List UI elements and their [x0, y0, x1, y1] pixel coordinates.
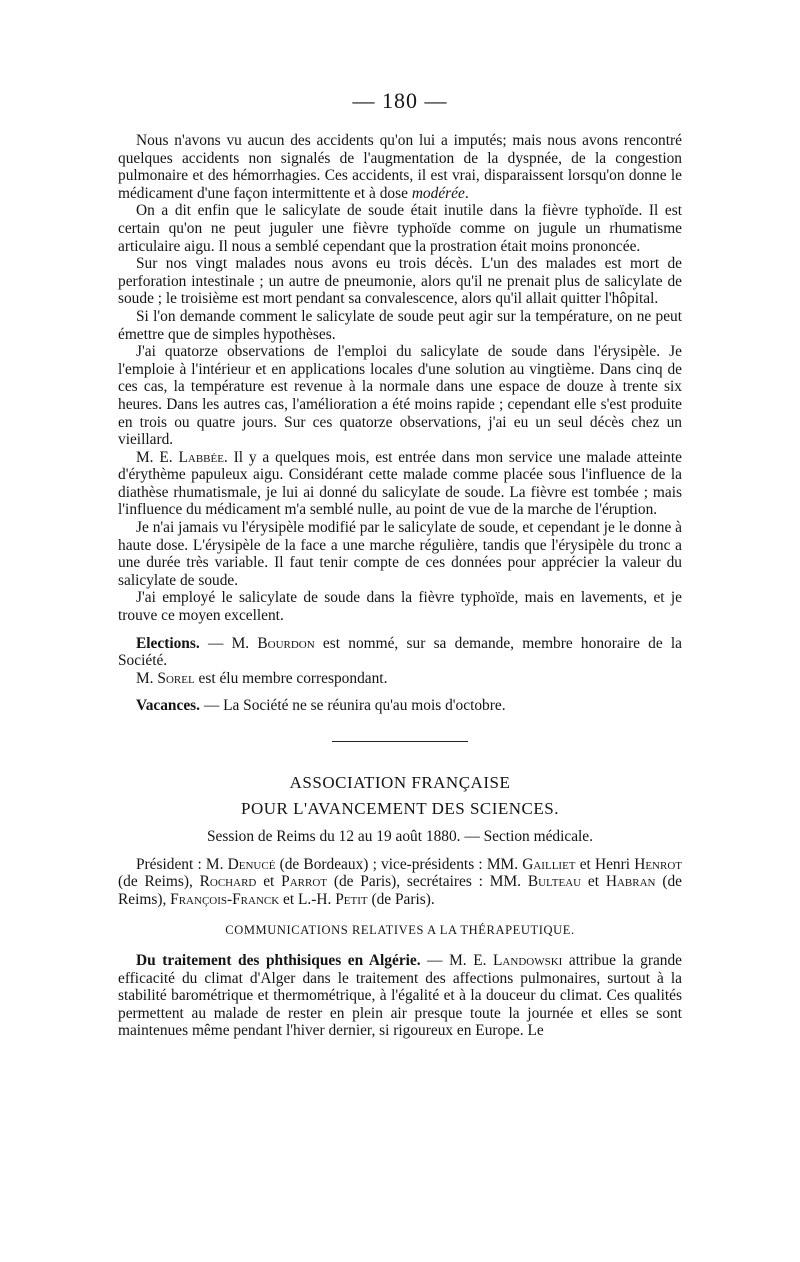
paragraph-haute-dose: Je n'ai jamais vu l'érysipèle modifié par le salicylate de soude, et cependant je le donne à haute dose. L'érysipèle de la face a une marche régulière, tandis que l'érysipèle du tronc a une durée très variable. Il faut tenir compte de ces données pour apprécier la valeur du salicylate de soude. [118, 519, 682, 589]
author-name: Landowski [493, 951, 563, 969]
paragraph-text: — M. E. [420, 951, 494, 969]
paragraph-accidents [118, 132, 682, 202]
officer-name: Habran [605, 873, 656, 891]
paragraph-text: et Henri [575, 855, 635, 873]
paragraph-text: M. [136, 669, 158, 687]
association-subtitle: POUR L'AVANCEMENT DES SCIENCES. [240, 799, 559, 818]
officer-name: François-Franck [170, 890, 280, 908]
paragraph-text: — La Société ne se réunira qu'au mois d'octobre. [199, 697, 506, 715]
session-line: Session de Reims du 12 au 19 août 1880. — Section médicale. [207, 828, 593, 845]
paragraph-labbee [118, 449, 682, 519]
spacer [118, 625, 682, 635]
paragraph-text: et [581, 873, 606, 891]
paragraph-text: (de Paris). [367, 890, 435, 908]
paragraph-text: et [256, 873, 282, 891]
paragraph-text: (de Reims), [118, 873, 682, 908]
article-heading: Du traitement des phthisiques en Algérie. [136, 951, 421, 969]
elections-paragraph-2 [118, 670, 682, 688]
paragraph-lavements: J'ai employé le salicylate de soude dans la fièvre typhoïde, mais en lavements, et je trouve ce moyen excellent. [118, 589, 682, 625]
elections-paragraph [118, 635, 682, 670]
paragraph-text: (de Reims), [118, 873, 200, 891]
spacer [118, 687, 682, 697]
member-name: Bourdon [257, 634, 315, 652]
page-number: — 180 — [352, 88, 448, 113]
paragraph-text: Nous n'avons vu aucun des accidents qu'on lui a imputés; mais nous avons rencontré quelques accidents non signalés de l'augmentation de la dyspnée, de la congestion pulmonaire et des hémorrhagies. Ces accidents, il est vrai, disparaissent lorsqu'on donne le médicament d'une façon intermittente et à dose [118, 132, 682, 202]
officer-name: L.-H. Petit [298, 890, 368, 908]
member-name: Sorel [157, 669, 195, 687]
paragraph-deaths: Sur nos vingt malades nous avons eu trois décès. L'un des malades est mort de perforation intestinale ; un autre de pneumonie, alors qu'il ne prenait plus de salicylate de soude ; le troisième est mort pendant sa convalescence, alors qu'il allait quitter l'hôpital. [118, 255, 682, 308]
vacances-heading: Vacances. [136, 697, 200, 715]
spacer [118, 846, 682, 856]
association-title: ASSOCIATION FRANÇAISE [289, 773, 511, 792]
vacances-paragraph [118, 697, 682, 715]
paragraph-text: attribue la grande efficacité du climat d'Alger dans le traitement des affections pulmonaires, surtout à la stabilité barométrique et thermométrique, à l'égalité et à la douceur du climat. Ces qualités permettent au malade de rester en plein air presque toute la journée et elles se sont maintenues même pendant l'hiver dernier, si rigoureux en Europe. Le [118, 951, 682, 1040]
italic-word: modérée [411, 184, 465, 202]
paragraph-typhoid: On a dit enfin que le salicylate de soude était inutile dans la fièvre typhoïde. Il est certain qu'on ne peut juguler une fièvre typhoïde comme on jugule un rhumatisme articulaire aigu. Il nous a semblé cependant que la prostration était moins prononcée. [118, 202, 682, 255]
section-divider [332, 741, 468, 742]
paragraph-text: . [464, 184, 469, 202]
officers-paragraph [118, 856, 682, 909]
officer-name: Henrot [634, 855, 682, 873]
communications-heading: COMMUNICATIONS RELATIVES A LA THÉRAPEUTIQUE. [225, 923, 575, 938]
paragraph-erysipelas: J'ai quatorze observations de l'emploi du salicylate de soude dans l'érysipèle. Je l'emploie à l'intérieur et en applications locales d'une solution au vingtième. Dans cinq de ces cas, la température est revenue à la normale dans une espace de douze à trente six heures. Dans les autres cas, l'amélioration a été moins rapide ; cependant elle s'est produite en trois ou quatre jours. Sur ces quatorze observations, j'ai eu un seul décès chez un vieillard. [118, 343, 682, 449]
officer-name: Bulteau [527, 873, 582, 891]
elections-heading: Elections. [136, 634, 200, 652]
officer-name: Parrot [281, 873, 327, 891]
paragraph-text: — M. [199, 634, 258, 652]
paragraph-text: (de Paris), secrétaires : MM. [326, 873, 528, 891]
speaker-name: M. E. Labbée. [136, 448, 228, 466]
paragraph-text: Il y a quelques mois, est entrée dans mon service une malade atteinte d'érythème papuleux aigu. Considérant cette malade comme placée sous l'influence de la diathèse rhumatismale, je lui ai donné du salicylate de soude. La fièvre est tombée ; mais l'influence du médicament m'a semblé nulle, au point de vue de la marche de l'éruption. [118, 448, 682, 519]
officer-name: Rochard [199, 873, 257, 891]
paragraph-text: est élu membre correspondant. [194, 669, 388, 687]
officer-name: Gailliet [522, 855, 576, 873]
paragraph-hypotheses: Si l'on demande comment le salicylate de soude peut agir sur la température, on ne peut émettre que de simples hypothèses. [118, 307, 682, 343]
paragraph-text: est nommé, sur sa demande, membre honoraire de la Société. [118, 634, 683, 670]
officer-name: Denucé [227, 855, 276, 873]
paragraph-text: Président : M. [136, 855, 228, 873]
paragraph-text: et [279, 890, 299, 908]
paragraph-text: (de Bordeaux) ; vice-présidents : MM. [275, 855, 523, 873]
phthisiques-paragraph [118, 952, 682, 1040]
